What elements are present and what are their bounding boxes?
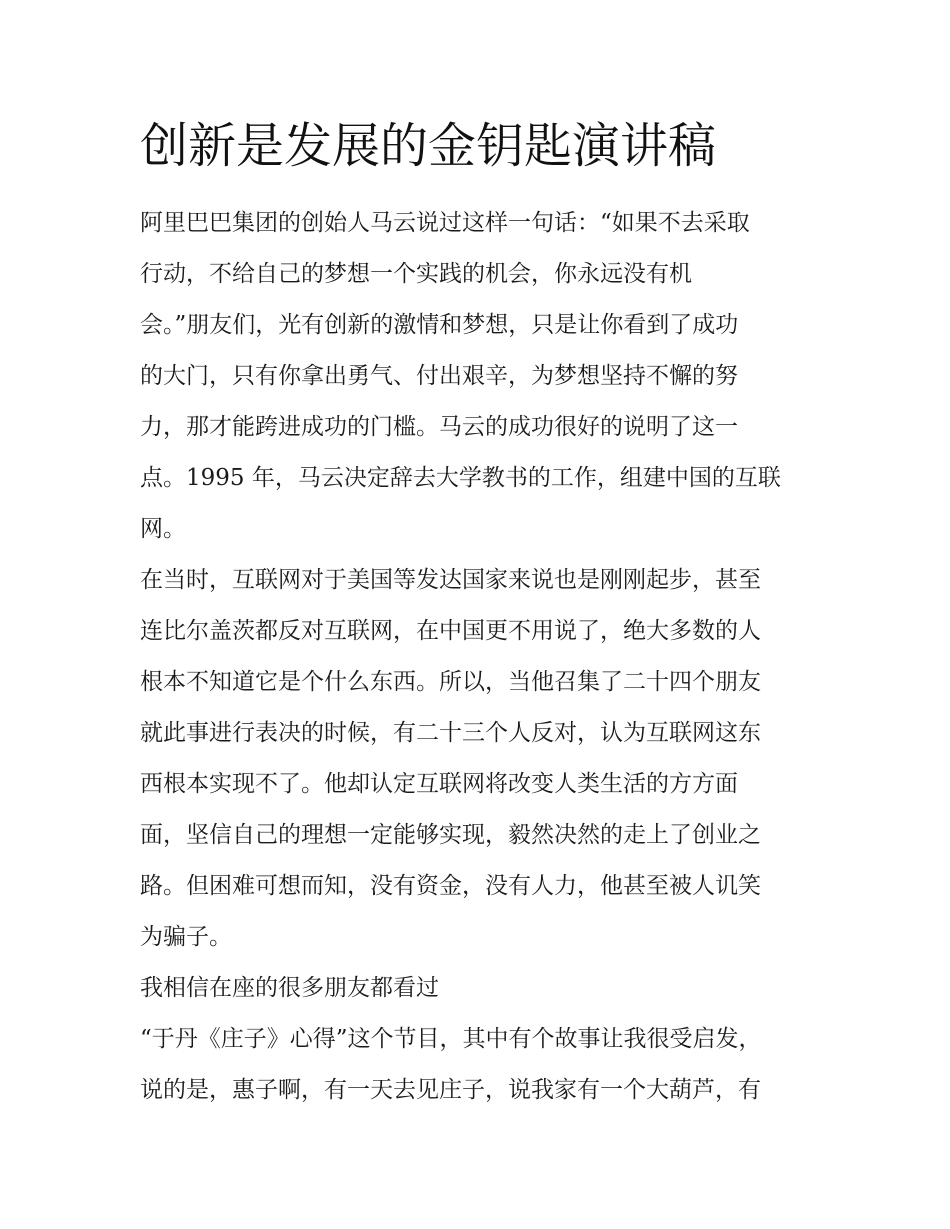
text-line: 的大门，只有你拿出勇气、付出艰辛，为梦想坚持不懈的努: [140, 363, 738, 389]
text-line: 力，那才能跨进成功的门槛。马云的成功很好的说明了这一: [140, 414, 738, 440]
text-line: 连比尔盖茨都反对互联网，在中国更不用说了，绝大多数的人: [140, 618, 761, 644]
text-line: 就此事进行表决的时候，有二十三个人反对，认为互联网这东: [140, 720, 761, 746]
paragraph-3: [140, 963, 820, 1014]
text-line: 会。”朋友们，光有创新的激情和梦想，只是让你看到了成功: [140, 312, 739, 338]
document-body: [140, 198, 820, 1116]
text-line: 网。: [140, 516, 186, 542]
text-line: 路。但困难可想而知，没有资金，没有人力，他甚至被人讥笑: [140, 873, 761, 899]
text-line: 我相信在座的很多朋友都看过: [140, 975, 439, 1001]
text-line: 在当时，互联网对于美国等发达国家来说也是刚刚起步，甚至: [140, 567, 761, 593]
document-title: 创新是发展的金钥匙演讲稿: [140, 118, 717, 174]
text-line: 面，坚信自己的理想一定能够实现，毅然决然的走上了创业之: [140, 822, 761, 848]
text-line: 点。1995 年，马云决定辞去大学教书的工作，组建中国的互联: [140, 465, 781, 491]
text-line: “于丹《庄子》心得”这个节目，其中有个故事让我很受启发，: [140, 1026, 762, 1052]
text-line: 阿里巴巴集团的创始人马云说过这样一句话：“如果不去采取: [140, 210, 750, 236]
text-line: 说的是，惠子啊，有一天去见庄子，说我家有一个大葫芦，有: [140, 1077, 761, 1103]
text-line: 西根本实现不了。他却认定互联网将改变人类生活的方方面: [140, 771, 738, 797]
paragraph-1: [140, 198, 820, 555]
paragraph-4: [140, 1014, 820, 1116]
text-line: 行动，不给自己的梦想一个实践的机会，你永远没有机: [140, 261, 692, 287]
text-line: 根本不知道它是个什么东西。所以，当他召集了二十四个朋友: [140, 669, 761, 695]
text-line: 为骗子。: [140, 924, 232, 950]
paragraph-2: [140, 555, 820, 963]
